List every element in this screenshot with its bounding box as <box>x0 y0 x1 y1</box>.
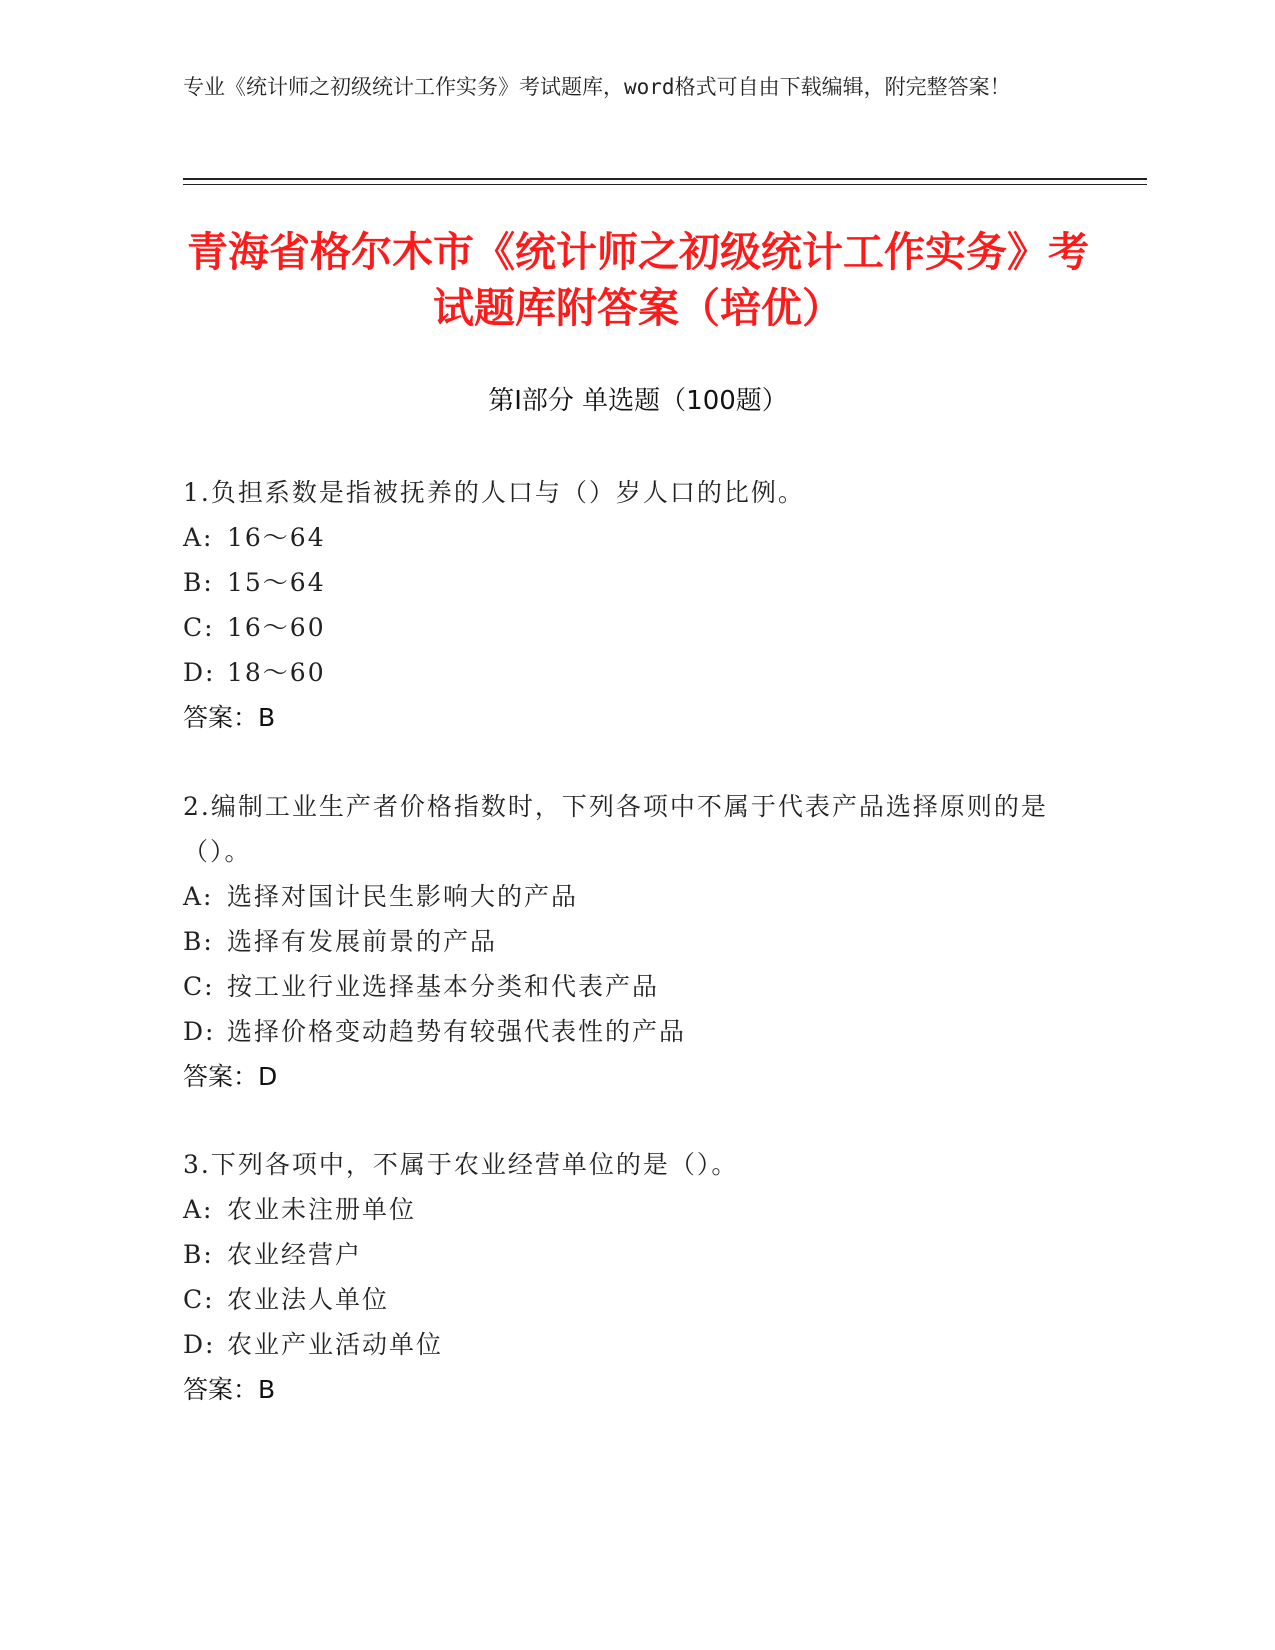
option-a <box>183 1187 1063 1232</box>
header-rule-thin <box>183 184 1147 185</box>
option-text: 农业经营户 <box>227 1240 363 1269</box>
question-1 <box>183 470 1063 740</box>
option-d <box>183 1009 1063 1054</box>
option-text: 农业未注册单位 <box>227 1195 417 1224</box>
option-label: B: <box>183 1240 214 1269</box>
answer-line <box>183 1054 1063 1099</box>
question-stem: 2.编制工业生产者价格指数时，下列各项中不属于代表产品选择原则的是（）。 <box>183 792 1048 866</box>
answer-value: D <box>258 1062 278 1091</box>
option-text: 16～60 <box>227 613 326 642</box>
option-label: A: <box>183 523 214 552</box>
option-text: 16～64 <box>227 523 326 552</box>
option-text: 选择价格变动趋势有较强代表性的产品 <box>227 1017 687 1046</box>
option-label: D: <box>183 1017 216 1046</box>
option-b <box>183 1232 1063 1277</box>
option-label: B: <box>183 568 214 597</box>
option-label: B: <box>183 927 214 956</box>
question-stem: 1.负担系数是指被抚养的人口与（）岁人口的比例。 <box>183 478 805 507</box>
option-c <box>183 1277 1063 1322</box>
option-c <box>183 964 1063 1009</box>
option-c <box>183 605 1063 650</box>
option-d <box>183 1322 1063 1367</box>
answer-prefix: 答案： <box>183 1062 259 1091</box>
answer-value: B <box>258 1375 276 1404</box>
option-label: D: <box>183 1330 216 1359</box>
option-b <box>183 919 1063 964</box>
question-2 <box>183 784 1063 1099</box>
option-text: 18～60 <box>227 658 326 687</box>
option-text: 农业产业活动单位 <box>227 1330 444 1359</box>
option-text: 选择对国计民生影响大的产品 <box>227 882 579 911</box>
option-label: C: <box>183 613 215 642</box>
option-text: 选择有发展前景的产品 <box>227 927 498 956</box>
answer-line <box>183 1367 1063 1412</box>
question-stem: 3.下列各项中，不属于农业经营单位的是（）。 <box>183 1150 739 1179</box>
option-label: C: <box>183 972 215 1001</box>
header-note: 专业《统计师之初级统计工作实务》考试题库，word格式可自由下载编辑，附完整答案！ <box>183 75 1011 99</box>
option-label: D: <box>183 658 216 687</box>
option-text: 按工业行业选择基本分类和代表产品 <box>227 972 660 1001</box>
answer-value: B <box>258 703 276 732</box>
option-a <box>183 874 1063 919</box>
option-text: 15～64 <box>227 568 326 597</box>
option-label: A: <box>183 882 214 911</box>
option-label: A: <box>183 1195 214 1224</box>
answer-prefix: 答案： <box>183 1375 259 1404</box>
question-3 <box>183 1142 1063 1412</box>
document-title: 青海省格尔木市《统计师之初级统计工作实务》考试题库附答案（培优） <box>187 228 1089 332</box>
option-text: 农业法人单位 <box>227 1285 390 1314</box>
answer-line <box>183 695 1063 740</box>
answer-prefix: 答案： <box>183 703 259 732</box>
option-b <box>183 560 1063 605</box>
option-label: C: <box>183 1285 215 1314</box>
section-heading: 第I部分 单选题（100题） <box>488 386 788 416</box>
option-a <box>183 515 1063 560</box>
header-rule-thick <box>183 178 1147 180</box>
option-d <box>183 650 1063 695</box>
